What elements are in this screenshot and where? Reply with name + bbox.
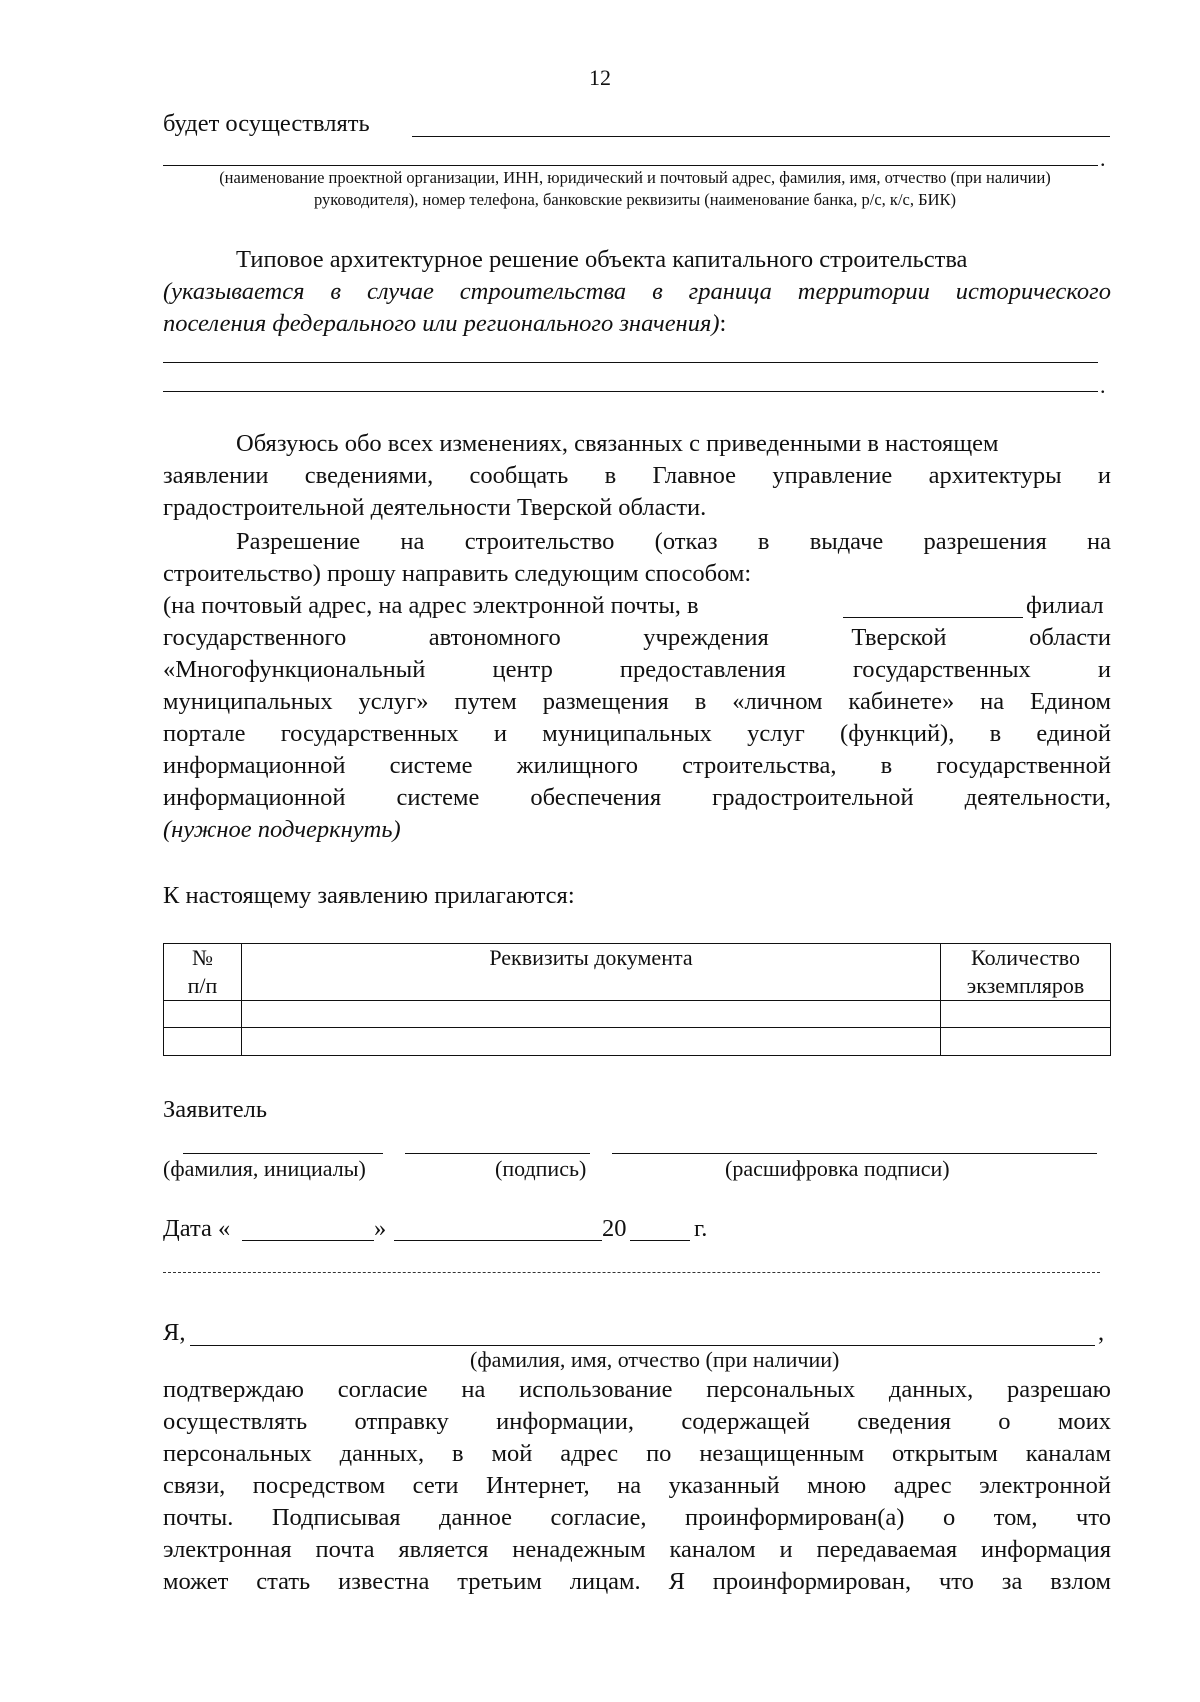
org-line-period: . bbox=[1100, 146, 1106, 171]
consent-line-7: может стать известна третьим лицам. Я проинформирован, что за взлом bbox=[163, 1568, 1111, 1595]
org-line-field-2[interactable] bbox=[163, 165, 1098, 166]
typical-solution-colon: : bbox=[719, 310, 727, 337]
date-close-quote: » bbox=[374, 1215, 387, 1242]
delivery-line-4: государственного автономного учреждения Тверской области bbox=[163, 624, 1111, 651]
commitment-line-2: заявлении сведениями, сообщать в Главное управление архитектуры и bbox=[163, 462, 1111, 489]
table-row bbox=[164, 1028, 1111, 1056]
table-cell[interactable] bbox=[241, 1001, 940, 1028]
consent-name-field[interactable] bbox=[190, 1345, 1095, 1346]
org-caption-2: руководителя), номер телефона, банковские реквизиты (наименование банка, р/с, к/с, БИК) bbox=[314, 190, 956, 209]
date-label: Дата « bbox=[163, 1215, 231, 1242]
org-line-field-1[interactable] bbox=[412, 136, 1110, 137]
commitment-line-3: градостроительной деятельности Тверской области. bbox=[163, 494, 707, 521]
table-cell[interactable] bbox=[164, 1028, 242, 1056]
date-day-field[interactable] bbox=[242, 1240, 374, 1241]
consent-comma: , bbox=[1098, 1319, 1105, 1346]
delivery-line-8: информационной системе жилищного строительства, в государственной bbox=[163, 752, 1111, 779]
delivery-line-3-text: (на почтовый адрес, на адрес электронной почты, в bbox=[163, 592, 699, 619]
delivery-line-6: муниципальных услуг» путем размещения в «личном кабинете» на Едином bbox=[163, 688, 1111, 715]
org-line-lead: будет осуществлять bbox=[163, 110, 370, 137]
date-month-field[interactable] bbox=[394, 1240, 602, 1241]
delivery-line-9: информационной системе обеспечения градостроительной деятельности, bbox=[163, 784, 1111, 811]
mfc-branch-field[interactable] bbox=[843, 617, 1023, 618]
delivery-line-1: Разрешение на строительство (отказ в выдаче разрешения на bbox=[236, 528, 1111, 555]
table-cell[interactable] bbox=[941, 1028, 1111, 1056]
table-row bbox=[164, 1001, 1111, 1028]
applicant-caption-decoding: (расшифровка подписи) bbox=[725, 1156, 950, 1181]
org-caption-1: (наименование проектной организации, ИНН, юридический и почтовый адрес, фамилия, имя, отчество (при наличии) bbox=[219, 168, 1051, 187]
table-cell[interactable] bbox=[241, 1028, 940, 1056]
attachments-table bbox=[163, 943, 1111, 1056]
applicant-decoding-field[interactable] bbox=[612, 1153, 1097, 1154]
column-header-number-line1: № bbox=[191, 945, 213, 970]
applicant-caption-name: (фамилия, инициалы) bbox=[163, 1156, 366, 1181]
delivery-line-2: строительство) прошу направить следующим способом: bbox=[163, 560, 752, 587]
typical-solution-title: Типовое архитектурное решение объекта капитального строительства bbox=[236, 246, 968, 273]
consent-line-6: электронная почта является ненадежным каналом и передаваемая информация bbox=[163, 1536, 1111, 1563]
consent-line-2: осуществлять отправку информации, содержащей сведения о моих bbox=[163, 1408, 1111, 1435]
page-number: 12 bbox=[589, 65, 611, 90]
column-header-number-line2: п/п bbox=[187, 973, 218, 998]
consent-line-5: почты. Подписывая данное согласие, проинформирован(а) о том, что bbox=[163, 1504, 1111, 1531]
table-cell[interactable] bbox=[941, 1001, 1111, 1028]
applicant-signature-field[interactable] bbox=[405, 1153, 590, 1154]
date-year-prefix: 20 bbox=[602, 1215, 627, 1242]
column-header-requisites bbox=[241, 944, 940, 1001]
consent-lead: Я, bbox=[163, 1319, 186, 1346]
column-header-requisites-text: Реквизиты документа bbox=[489, 945, 693, 970]
typical-solution-field-1[interactable] bbox=[163, 362, 1098, 363]
commitment-line-1: Обязуюсь обо всех изменениях, связанных с приведенными в настоящем bbox=[236, 430, 999, 457]
consent-line-4: связи, посредством сети Интернет, на указанный мною адрес электронной bbox=[163, 1472, 1111, 1499]
column-header-quantity-line1: Количество bbox=[970, 945, 1081, 970]
applicant-name-field[interactable] bbox=[183, 1153, 383, 1154]
table-cell[interactable] bbox=[164, 1001, 242, 1028]
typical-solution-field-2[interactable] bbox=[163, 391, 1098, 392]
column-header-quantity bbox=[941, 944, 1111, 1001]
typical-solution-note-2-text: поселения федерального или регионального значения) bbox=[163, 310, 720, 337]
typical-solution-note-1: (указывается в случае строительства в граница территории исторического bbox=[163, 278, 1111, 305]
typical-solution-period: . bbox=[1100, 373, 1106, 398]
attachments-heading: К настоящему заявлению прилагаются: bbox=[163, 882, 575, 909]
applicant-label: Заявитель bbox=[163, 1096, 268, 1123]
date-year-suffix: г. bbox=[694, 1215, 708, 1242]
delivery-line-5: «Многофункциональный центр предоставления государственных и bbox=[163, 656, 1111, 683]
applicant-caption-signature: (подпись) bbox=[495, 1156, 587, 1181]
delivery-line-7: портале государственных и муниципальных услуг (функций), в единой bbox=[163, 720, 1111, 747]
typical-solution-note-2 bbox=[163, 308, 726, 341]
table-header-row bbox=[164, 944, 1111, 1001]
column-header-number bbox=[164, 944, 242, 1001]
consent-line-1: подтверждаю согласие на использование персональных данных, разрешаю bbox=[163, 1376, 1111, 1403]
date-year-field[interactable] bbox=[630, 1240, 690, 1241]
delivery-line-3-branch: филиал bbox=[1026, 592, 1104, 619]
consent-line-3: персональных данных, в мой адрес по незащищенным открытым каналам bbox=[163, 1440, 1111, 1467]
column-header-quantity-line2: экземпляров bbox=[966, 973, 1085, 998]
consent-caption: (фамилия, имя, отчество (при наличии) bbox=[470, 1347, 840, 1372]
cut-line bbox=[163, 1272, 1100, 1273]
delivery-line-10: (нужное подчеркнуть) bbox=[163, 816, 401, 843]
